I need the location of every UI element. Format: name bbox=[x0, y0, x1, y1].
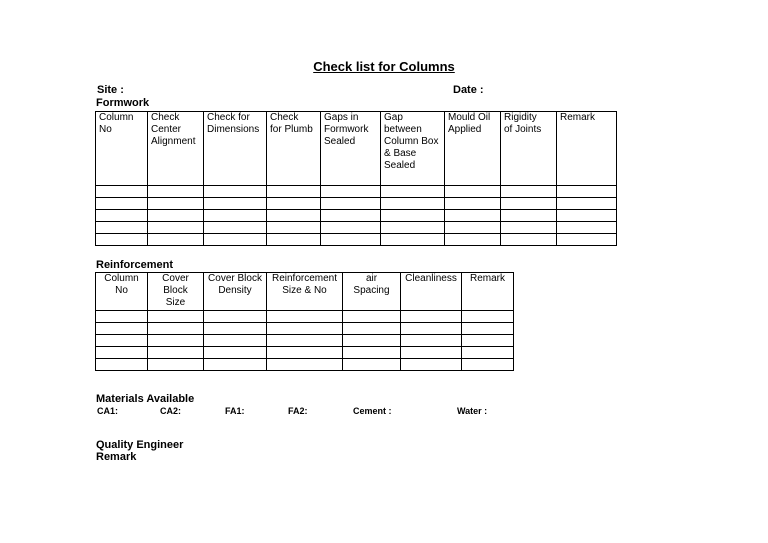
material-ca1: CA1: bbox=[97, 406, 119, 416]
table-cell bbox=[343, 347, 401, 359]
table-cell bbox=[204, 323, 267, 335]
table-cell bbox=[343, 323, 401, 335]
table-cell bbox=[321, 198, 381, 210]
table-cell bbox=[267, 323, 343, 335]
material-fa2: FA2: bbox=[288, 406, 308, 416]
formwork-header-dimensions: Check for Dimensions bbox=[204, 112, 267, 186]
table-cell bbox=[501, 222, 557, 234]
reinforcement-header-size-no: Reinforcement Size & No bbox=[267, 273, 343, 311]
table-cell bbox=[501, 234, 557, 246]
table-cell bbox=[343, 359, 401, 371]
table-cell bbox=[148, 359, 204, 371]
table-cell bbox=[557, 186, 617, 198]
table-row bbox=[96, 323, 514, 335]
formwork-header-column-no: Column No bbox=[96, 112, 148, 186]
table-cell bbox=[204, 234, 267, 246]
table-cell bbox=[204, 186, 267, 198]
table-row bbox=[96, 359, 514, 371]
table-cell bbox=[501, 210, 557, 222]
table-cell bbox=[148, 198, 204, 210]
table-cell bbox=[445, 210, 501, 222]
reinforcement-header-cover-block-density: Cover Block Density bbox=[204, 273, 267, 311]
formwork-header-gaps-sealed: Gaps in Formwork Sealed bbox=[321, 112, 381, 186]
table-cell bbox=[267, 347, 343, 359]
table-cell bbox=[148, 335, 204, 347]
table-cell bbox=[321, 222, 381, 234]
reinforcement-table bbox=[95, 272, 514, 371]
reinforcement-header-column-no: Column No bbox=[96, 273, 148, 311]
table-row bbox=[96, 222, 617, 234]
table-row bbox=[96, 335, 514, 347]
table-cell bbox=[204, 347, 267, 359]
table-cell bbox=[462, 359, 514, 371]
table-cell bbox=[267, 359, 343, 371]
table-row bbox=[96, 234, 617, 246]
table-cell bbox=[267, 311, 343, 323]
table-cell bbox=[381, 234, 445, 246]
table-cell bbox=[267, 198, 321, 210]
table-cell bbox=[96, 234, 148, 246]
table-cell bbox=[267, 222, 321, 234]
table-row bbox=[96, 347, 514, 359]
table-cell bbox=[462, 335, 514, 347]
formwork-table bbox=[95, 111, 617, 246]
table-cell bbox=[148, 323, 204, 335]
formwork-header-rigidity: Rigidity of Joints bbox=[501, 112, 557, 186]
quality-engineer-label: Quality Engineer bbox=[96, 439, 184, 451]
table-cell bbox=[204, 359, 267, 371]
table-cell bbox=[321, 186, 381, 198]
table-cell bbox=[96, 198, 148, 210]
material-fa1: FA1: bbox=[225, 406, 245, 416]
table-row bbox=[96, 198, 617, 210]
material-ca2: CA2: bbox=[160, 406, 182, 416]
table-cell bbox=[381, 210, 445, 222]
reinforcement-header-remark: Remark bbox=[462, 273, 514, 311]
table-cell bbox=[148, 222, 204, 234]
table-cell bbox=[401, 335, 462, 347]
material-water: Water : bbox=[457, 406, 488, 416]
table-cell bbox=[401, 323, 462, 335]
table-cell bbox=[267, 186, 321, 198]
table-cell bbox=[462, 311, 514, 323]
document-title: Check list for Columns bbox=[313, 59, 455, 74]
table-cell bbox=[343, 335, 401, 347]
table-cell bbox=[96, 311, 148, 323]
formwork-header-plumb: Check for Plumb bbox=[267, 112, 321, 186]
table-cell bbox=[96, 222, 148, 234]
table-cell bbox=[445, 198, 501, 210]
table-cell bbox=[557, 210, 617, 222]
table-cell bbox=[445, 222, 501, 234]
table-cell bbox=[343, 311, 401, 323]
formwork-heading: Formwork bbox=[96, 97, 150, 109]
table-row bbox=[96, 311, 514, 323]
table-cell bbox=[501, 198, 557, 210]
table-cell bbox=[381, 186, 445, 198]
table-cell bbox=[204, 335, 267, 347]
materials-heading: Materials Available bbox=[96, 393, 195, 405]
table-cell bbox=[96, 323, 148, 335]
table-cell bbox=[204, 198, 267, 210]
table-cell bbox=[148, 234, 204, 246]
reinforcement-header-cover-block-size: Cover Block Size bbox=[148, 273, 204, 311]
table-cell bbox=[462, 347, 514, 359]
formwork-header-mould-oil: Mould Oil Applied bbox=[445, 112, 501, 186]
table-cell bbox=[204, 210, 267, 222]
quality-remark-label: Remark bbox=[96, 451, 137, 463]
reinforcement-heading: Reinforcement bbox=[96, 259, 174, 271]
table-cell bbox=[204, 311, 267, 323]
table-cell bbox=[462, 323, 514, 335]
material-cement: Cement : bbox=[353, 406, 392, 416]
table-cell bbox=[445, 186, 501, 198]
site-label: Site : bbox=[97, 84, 124, 96]
formwork-header-gap-column-box: Gap between Column Box & Base Sealed bbox=[381, 112, 445, 186]
table-row bbox=[96, 186, 617, 198]
table-cell bbox=[321, 210, 381, 222]
table-cell bbox=[267, 210, 321, 222]
table-cell bbox=[557, 222, 617, 234]
reinforcement-header-air-spacing: air Spacing bbox=[343, 273, 401, 311]
table-cell bbox=[96, 359, 148, 371]
table-cell bbox=[557, 198, 617, 210]
table-cell bbox=[401, 311, 462, 323]
table-cell bbox=[445, 234, 501, 246]
formwork-header-remark: Remark bbox=[557, 112, 617, 186]
table-cell bbox=[501, 186, 557, 198]
table-cell bbox=[401, 347, 462, 359]
table-cell bbox=[148, 311, 204, 323]
table-cell bbox=[96, 335, 148, 347]
table-cell bbox=[267, 335, 343, 347]
table-cell bbox=[401, 359, 462, 371]
table-cell bbox=[557, 234, 617, 246]
date-label: Date : bbox=[453, 84, 484, 96]
table-cell bbox=[148, 347, 204, 359]
table-cell bbox=[96, 347, 148, 359]
table-cell bbox=[321, 234, 381, 246]
table-cell bbox=[148, 210, 204, 222]
table-cell bbox=[381, 222, 445, 234]
table-cell bbox=[96, 210, 148, 222]
table-cell bbox=[204, 222, 267, 234]
table-cell bbox=[96, 186, 148, 198]
table-cell bbox=[381, 198, 445, 210]
table-row bbox=[96, 210, 617, 222]
table-cell bbox=[148, 186, 204, 198]
formwork-header-center-alignment: Check Center Alignment bbox=[148, 112, 204, 186]
reinforcement-header-cleanliness: Cleanliness bbox=[401, 273, 462, 311]
table-cell bbox=[267, 234, 321, 246]
